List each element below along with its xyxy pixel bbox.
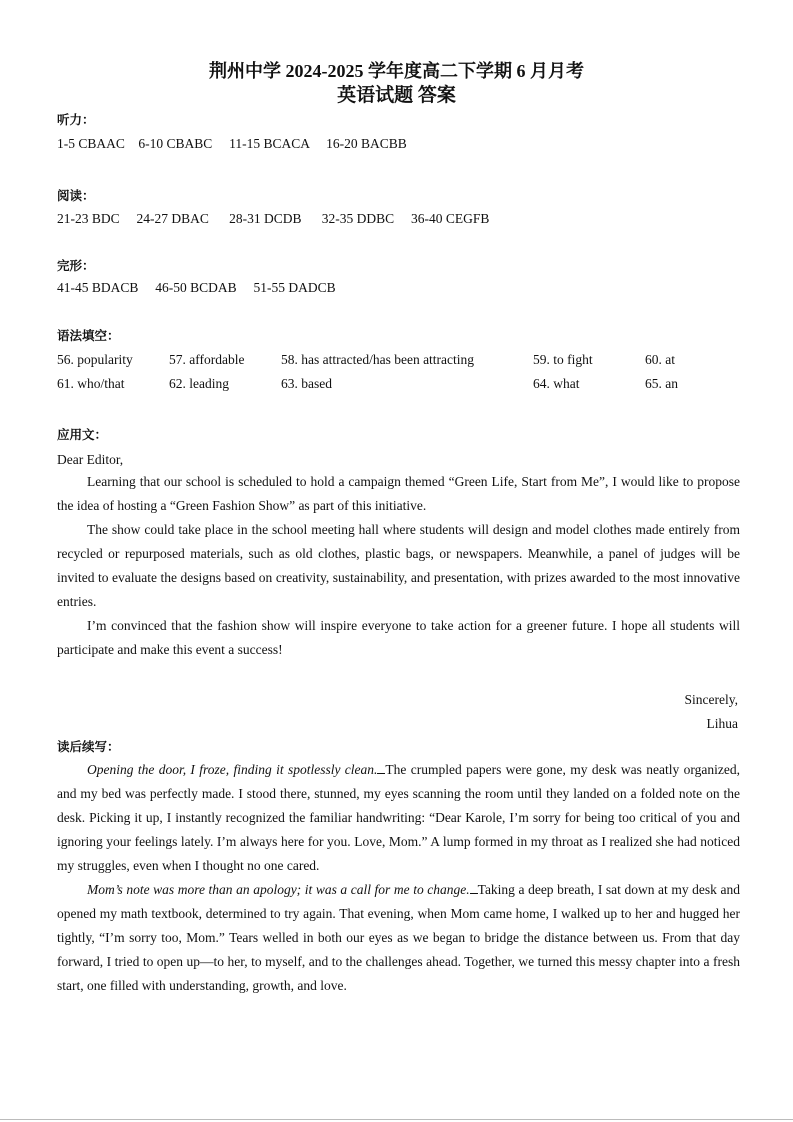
grammar-answer: 57. affordable [169,352,245,367]
reading-label: 阅读： [57,188,95,203]
page-bottom-rule [0,1119,793,1120]
letter-paragraph: I’m convinced that the fashion show will inspire everyone to take action for a greener future. I hope all students will participate and make this event a success! [57,618,740,657]
grammar-answer: 58. has attracted/has been attracting [281,352,475,367]
continuation-lead-sentence: Mom’s note was more than an apology; it was a call for me to change. [87,882,470,897]
continuation-label: 读后续写： [57,739,120,754]
continuation-paragraph [57,758,740,878]
letter-paragraph: Learning that our school is scheduled to hold a campaign themed “Green Life, Start from Me”, I would like to propose the idea of hosting a “Green Fashion Show” as part of this initiative. [57,474,740,513]
cloze-label: 完形： [57,258,95,273]
grammar-answer: 56. popularity [57,352,133,367]
listening-answers: 1-5 CBAAC 6-10 CBABC 11-15 BCACA 16-20 BACBB [57,136,407,151]
grammar-answer: 59. to fight [533,352,593,367]
grammar-answer: 64. what [533,376,580,391]
page-subtitle: 英语试题 答案 [337,85,456,106]
grammar-answer: 60. at [645,352,675,367]
cloze-answers: 41-45 BDACB 46-50 BCDAB 51-55 DADCB [57,280,336,295]
continuation-body: The crumpled papers were gone, my desk was neatly organized, and my bed was perfectly made. I stood there, stunned, my eyes scanning the room until they landed on a folded note on the desk. Picking it up, I instantly recognized the familiar handwriting: “Dear Karole, I’m sorry for being too critical of you and ignoring your feelings lately. I’m always here for you. Love, Mom.” A lump formed in my throat as I realized she had noticed my struggles, even when I thought no one cared. [57,762,740,873]
reading-answers: 21-23 BDC 24-27 DBAC 28-31 DCDB 32-35 DDBC 36-40 CEGFB [57,211,490,226]
grammar-label: 语法填空： [57,328,120,343]
grammar-answer: 62. leading [169,376,229,391]
grammar-answer: 61. who/that [57,376,125,391]
continuation-body: Taking a deep breath, I sat down at my desk and opened my math textbook, determined to try again. That evening, when Mom came home, I walked up to her and hugged her tightly, “I’m sorry too, Mom.” Tears welled in both our eyes as we began to bridge the distance between us. From that day forward, I tried to open up—to her, to myself, and to the challenges ahead. Together, we turned this messy chapter into a fresh start, one filled with understanding, growth, and love. [57,882,740,993]
grammar-answer: 65. an [645,376,678,391]
letter-closing: Sincerely, [684,692,738,707]
continuation-paragraph [57,878,740,998]
page-title: 荆州中学 2024-2025 学年度高二下学期 6 月月考 [209,61,584,81]
underline-blank [470,883,478,894]
letter-salutation: Dear Editor, [57,452,124,467]
letter-signature: Lihua [706,716,738,731]
listening-label: 听力： [57,112,95,127]
writing-label: 应用文： [57,427,108,442]
letter-paragraph: The show could take place in the school meeting hall where students will design and model clothes made entirely from recycled or repurposed materials, such as old clothes, plastic bags, or newspapers. Meanwhile, a panel of judges will be invited to evaluate the designs based on creativity, sustainability, and presentation, with prizes awarded to the most innovative entries. [57,522,740,609]
grammar-answer: 63. based [281,376,332,391]
continuation-lead-sentence: Opening the door, I froze, finding it spotlessly clean. [87,762,378,777]
